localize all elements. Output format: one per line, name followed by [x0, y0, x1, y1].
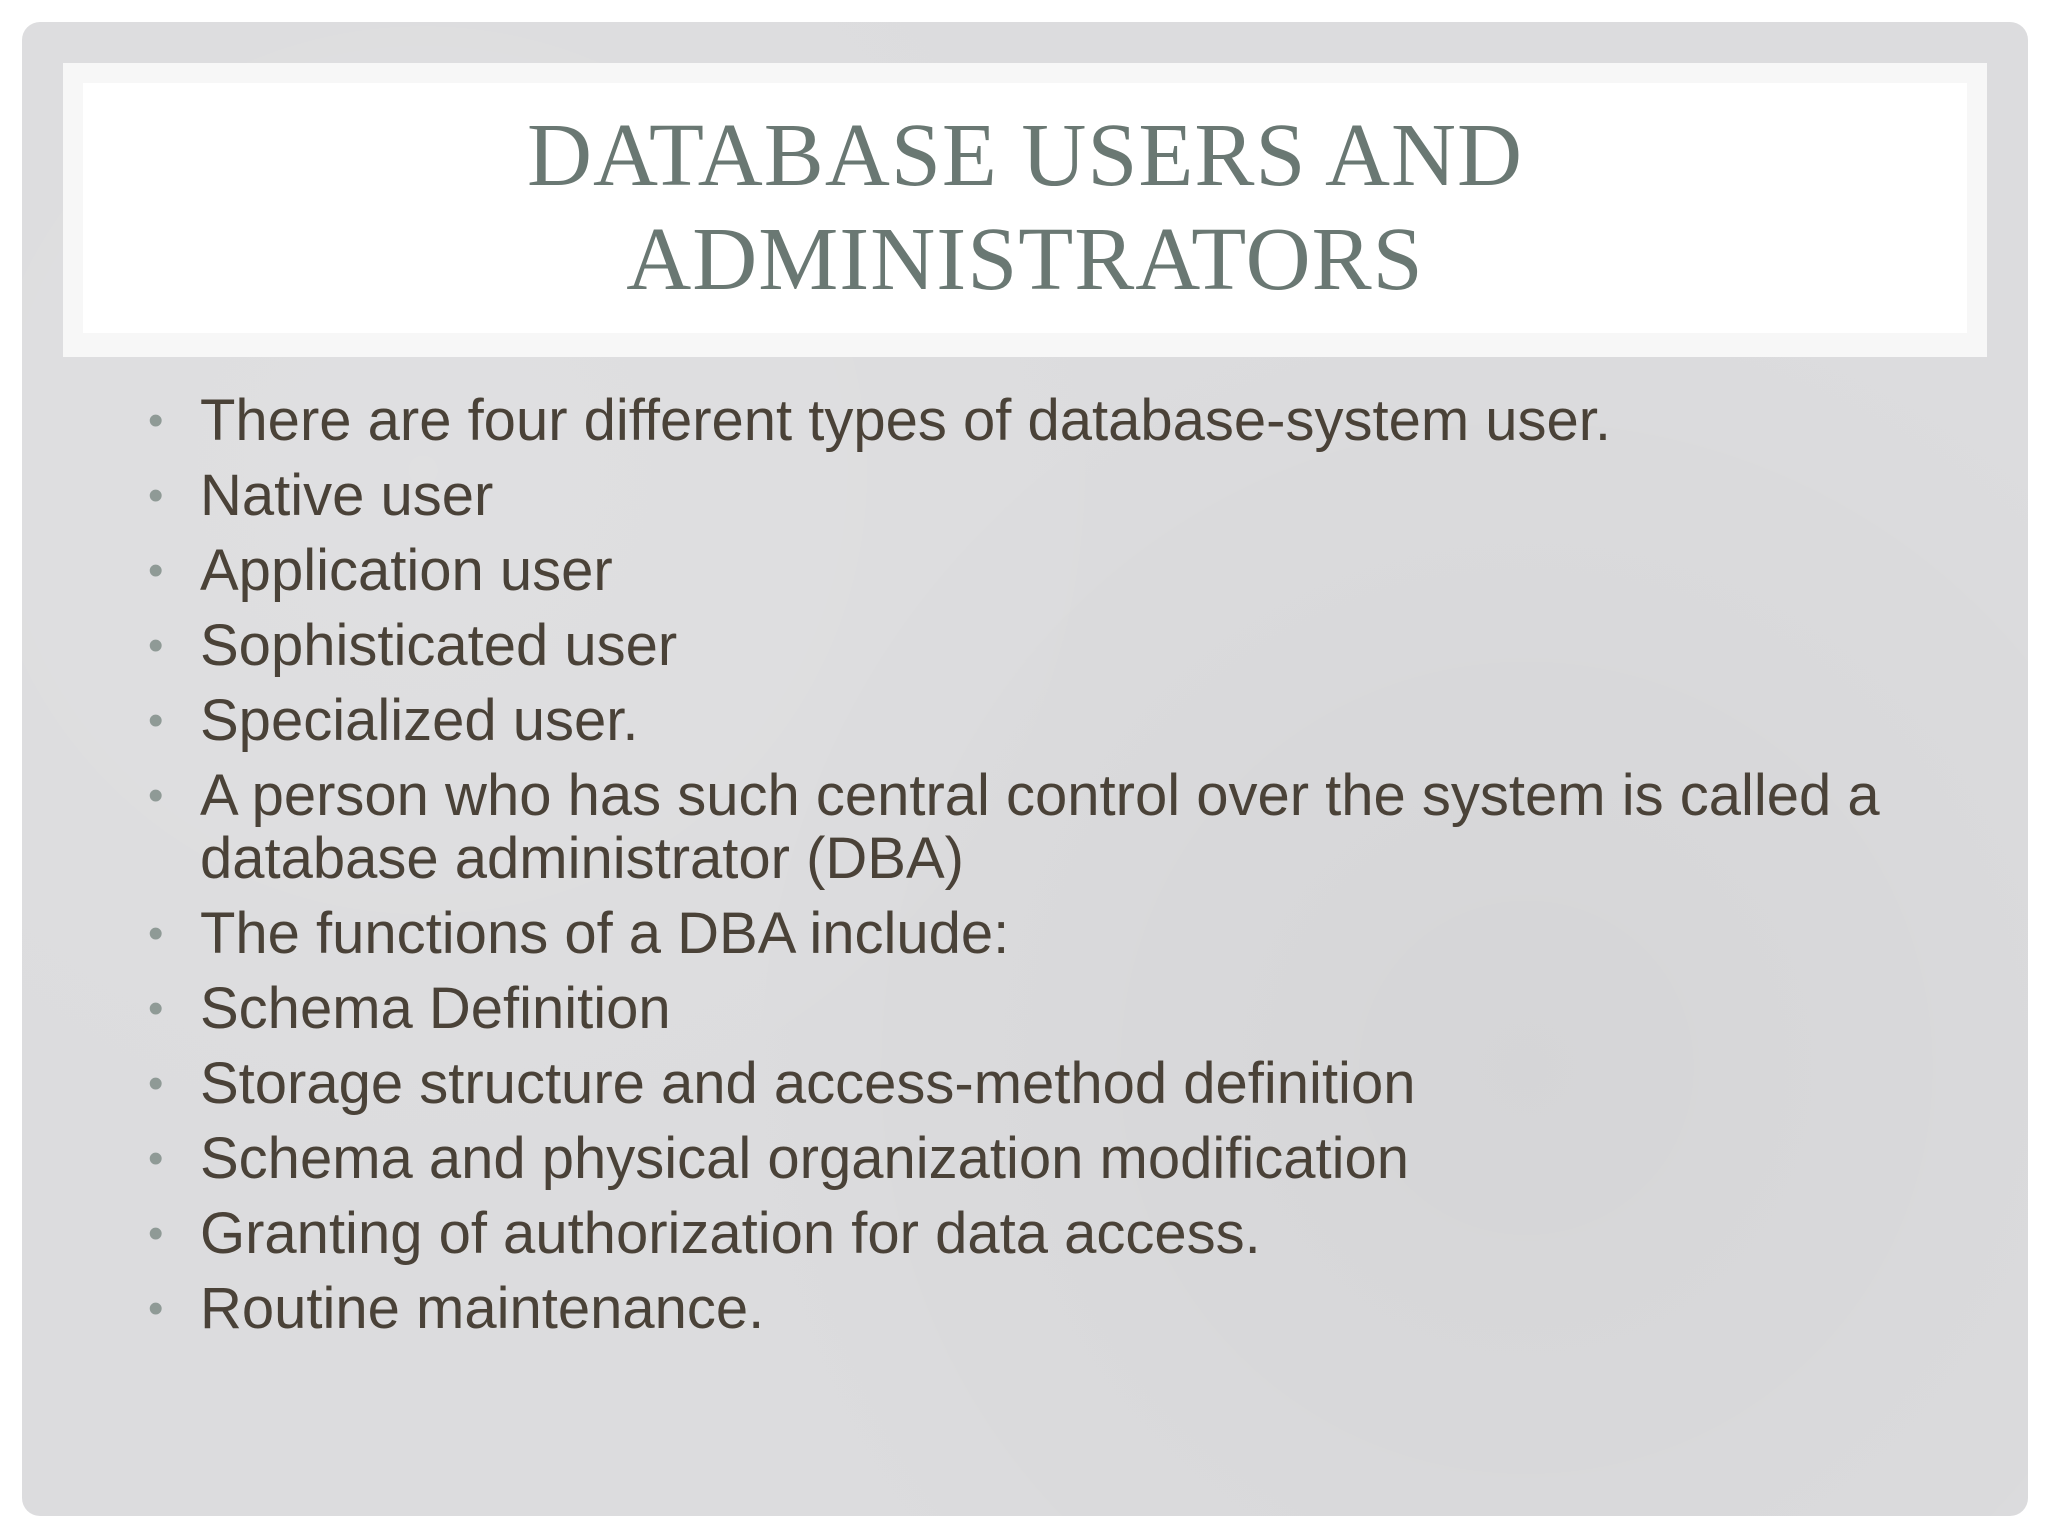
- bullet-text: Schema Definition: [200, 976, 671, 1041]
- bullet-icon: •: [148, 1059, 164, 1108]
- bullet-icon: •: [148, 1134, 164, 1183]
- bullet-text: Storage structure and access-method definition: [200, 1051, 1416, 1116]
- bullet-icon: •: [148, 696, 164, 745]
- slide-title-line-2: ADMINISTRATORS: [626, 210, 1424, 309]
- bullet-icon: •: [148, 471, 164, 520]
- bullet-text: Schema and physical organization modification: [200, 1126, 1410, 1191]
- bullet-text: A person who has such central control over the system is called a database administrator (DBA): [200, 763, 1880, 891]
- bullet-text: Application user: [200, 538, 613, 603]
- bullet-icon: •: [148, 1284, 164, 1333]
- bullet-item: [148, 614, 1968, 677]
- bullet-item: [148, 464, 1968, 527]
- bullet-item: [148, 1277, 1968, 1340]
- bullet-item: [148, 764, 1968, 890]
- bullet-item: [148, 977, 1968, 1040]
- bullet-text: Granting of authorization for data access.: [200, 1201, 1261, 1266]
- bullet-text: Specialized user.: [200, 688, 639, 753]
- bullet-icon: •: [148, 621, 164, 670]
- bullet-item: [148, 689, 1968, 752]
- bullet-text: Sophisticated user: [200, 613, 678, 678]
- bullet-list: [148, 389, 1968, 1352]
- slide-title-line-1: DATABASE USERS AND: [527, 106, 1523, 205]
- slide: [22, 22, 2028, 1516]
- bullet-icon: •: [148, 909, 164, 958]
- bullet-text: Native user: [200, 463, 494, 528]
- bullet-icon: •: [148, 546, 164, 595]
- title-box: [83, 83, 1967, 333]
- bullet-item: [148, 1202, 1968, 1265]
- bullet-icon: •: [148, 984, 164, 1033]
- bullet-icon: •: [148, 396, 164, 445]
- bullet-text: Routine maintenance.: [200, 1276, 765, 1341]
- title-band: [63, 63, 1987, 357]
- bullet-icon: •: [148, 1209, 164, 1258]
- bullet-icon: •: [148, 771, 164, 820]
- bullet-item: [148, 539, 1968, 602]
- bullet-item: [148, 1127, 1968, 1190]
- bullet-text: The functions of a DBA include:: [200, 901, 1010, 966]
- bullet-item: [148, 1052, 1968, 1115]
- bullet-item: [148, 389, 1968, 452]
- bullet-item: [148, 902, 1968, 965]
- bullet-text: There are four different types of database-system user.: [200, 388, 1612, 453]
